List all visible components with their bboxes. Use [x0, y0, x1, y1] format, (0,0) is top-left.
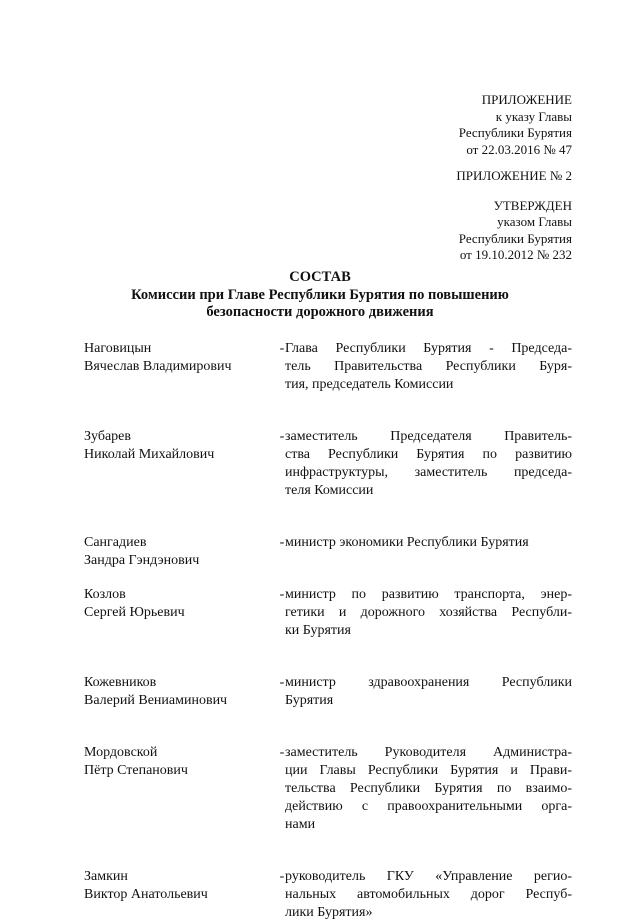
member-entry	[84, 534, 572, 568]
member-role-line: ции Главы Республики Бурятия и Прави-	[285, 763, 572, 778]
heading-line-2: безопасности дорожного движения	[206, 304, 434, 320]
approved-label: УТВЕРЖДЕН	[493, 197, 572, 213]
appendix-2-label: ПРИЛОЖЕНИЕ № 2	[456, 168, 572, 183]
appendix-republic-line: Республики Бурятия	[458, 125, 572, 140]
appendix-label: ПРИЛОЖЕНИЕ	[481, 92, 572, 107]
document-heading	[0, 269, 640, 322]
member-role	[285, 428, 572, 500]
member-role-line: министр экономики Республики Бурятия	[285, 535, 529, 550]
member-given-names: Зандра Гэндэнович	[84, 553, 200, 568]
member-name	[84, 674, 274, 710]
member-entry	[84, 674, 572, 710]
member-role	[285, 340, 572, 394]
member-name	[84, 534, 274, 570]
member-entry	[84, 340, 572, 394]
member-entry	[84, 744, 572, 834]
approved-date-line: от 19.10.2012 № 232	[459, 247, 572, 262]
member-role-line: тель Правительства Республики Буря-	[285, 359, 572, 374]
heading-line-1: Комиссии при Главе Республики Бурятия по повышению	[131, 286, 509, 303]
member-given-names: Николай Михайлович	[84, 447, 215, 462]
member-surname: Сангадиев	[84, 535, 147, 550]
member-role-line: теля Комиссии	[285, 483, 374, 498]
member-role	[285, 534, 572, 552]
member-given-names: Виктор Анатольевич	[84, 887, 208, 902]
member-role-line: ства Республики Бурятия по развитию	[285, 447, 572, 462]
member-role-line: гетики и дорожного хозяйства Республи-	[285, 605, 572, 620]
member-entry	[84, 586, 572, 640]
member-name	[84, 586, 274, 622]
member-role-line: руководитель ГКУ «Управление регио-	[285, 869, 572, 884]
member-role-line: министр по развитию транспорта, энер-	[285, 587, 572, 602]
member-role-line: заместитель Руководителя Администра-	[285, 745, 572, 760]
member-role-line: тельства Республики Бурятия по взаимо-	[285, 781, 572, 796]
appendix-date-line: от 22.03.2016 № 47	[466, 141, 572, 157]
member-role	[285, 868, 572, 922]
member-dash: -	[279, 745, 285, 760]
member-role-line: министр здравоохранения Республики	[285, 675, 572, 690]
member-surname: Наговицын	[84, 341, 152, 356]
member-role	[285, 586, 572, 640]
member-role	[285, 744, 572, 834]
member-entry	[84, 428, 572, 500]
member-role-line: нальных автомобильных дорог Респуб-	[285, 887, 572, 902]
member-given-names: Валерий Вениаминович	[84, 693, 228, 708]
member-role-line: инфраструктуры, заместитель председа-	[285, 465, 572, 480]
member-role-line: лики Бурятия»	[285, 905, 373, 920]
approved-republic-line: Республики Бурятия	[458, 230, 572, 246]
member-dash: -	[279, 341, 285, 356]
appendix-header	[456, 92, 572, 264]
member-name	[84, 744, 274, 780]
appendix-decree-line: к указу Главы	[495, 108, 572, 124]
member-surname: Замкин	[84, 869, 128, 884]
member-surname: Козлов	[84, 587, 126, 602]
member-role-line: заместитель Председателя Правитель-	[285, 429, 572, 444]
member-dash: -	[279, 535, 285, 550]
approved-decree-line: указом Главы	[497, 214, 572, 229]
member-given-names: Вячеслав Владимирович	[84, 359, 232, 374]
member-entry	[84, 868, 572, 922]
member-dash: -	[279, 587, 285, 602]
member-role-line: Бурятия	[285, 693, 334, 708]
member-surname: Зубарев	[84, 429, 131, 444]
member-role	[285, 674, 572, 710]
member-dash: -	[279, 675, 285, 690]
member-name	[84, 340, 274, 376]
heading-title: СОСТАВ	[289, 269, 351, 285]
member-given-names: Пётр Степанович	[84, 763, 188, 778]
members-list	[84, 340, 572, 922]
member-surname: Мордовской	[84, 745, 158, 760]
member-role-line: тия, председатель Комиссии	[285, 377, 454, 392]
member-role-line: ки Бурятия	[285, 623, 351, 638]
member-role-line: Глава Республики Бурятия - Председа-	[285, 341, 572, 356]
member-dash: -	[279, 429, 285, 444]
member-role-line: действию с правоохранительными орга-	[285, 799, 572, 814]
member-surname: Кожевников	[84, 675, 157, 690]
member-name	[84, 868, 274, 904]
member-name	[84, 428, 274, 464]
member-dash: -	[279, 869, 285, 884]
member-given-names: Сергей Юрьевич	[84, 605, 185, 620]
member-role-line: нами	[285, 817, 316, 832]
